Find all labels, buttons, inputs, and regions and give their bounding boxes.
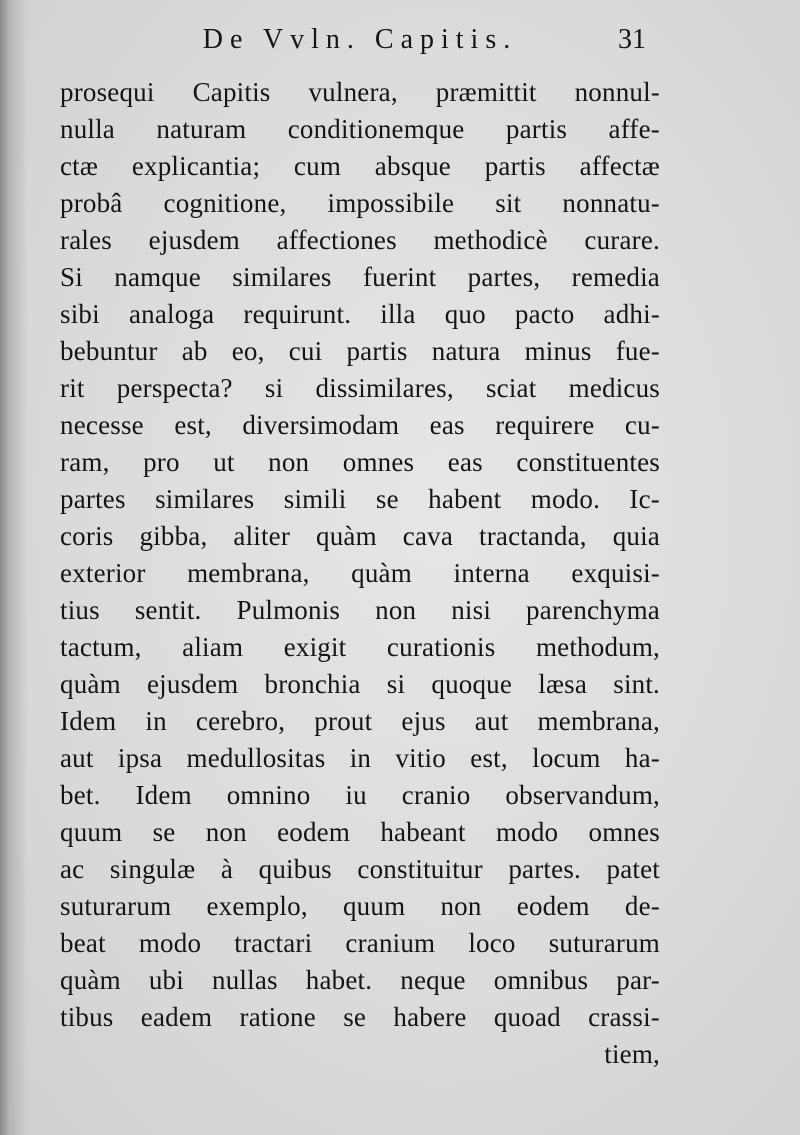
catchword-line: tiem, [604, 1039, 660, 1069]
text-line: aut ipsa medullositas in vitio est, locum ha- [60, 743, 660, 773]
text-line: tibus eadem ratione se habere quoad crassi- [60, 1002, 660, 1032]
text-line: beat modo tractari cranium loco suturarum [60, 928, 660, 958]
text-line: tactum, aliam exigit curationis methodum, [60, 632, 660, 662]
text-line: suturarum exemplo, quum non eodem de- [60, 891, 660, 921]
text-line: necesse est, diversimodam eas requirere cu- [60, 410, 660, 440]
text-line: ctæ explicantia; cum absque partis affectæ [60, 151, 660, 181]
text-line: partes similares simili se habent modo. Ic- [60, 484, 660, 514]
text-line: coris gibba, aliter quàm cava tractanda, quia [60, 521, 660, 551]
text-line: sibi analoga requirunt. illa quo pacto adhi- [60, 299, 660, 329]
text-line: exterior membrana, quàm interna exquisi- [60, 558, 660, 588]
text-line: rales ejusdem affectiones methodicè curare. [60, 225, 660, 255]
text-line: rit perspecta? si dissimilares, sciat medicus [60, 373, 660, 403]
text-line: bet. Idem omnino iu cranio observandum, [60, 780, 660, 810]
gutter-shadow [0, 0, 28, 1135]
text-line: nulla naturam conditionemque partis affe- [60, 114, 660, 144]
text-line: Idem in cerebro, prout ejus aut membrana, [60, 706, 660, 736]
text-line: bebuntur ab eo, cui partis natura minus fue- [60, 336, 660, 366]
body-text [60, 72, 660, 1072]
text-line: ram, pro ut non omnes eas constituentes [60, 447, 660, 477]
text-line: probâ cognitione, impossibile sit nonnatu- [60, 188, 660, 218]
text-line: quàm ejusdem bronchia si quoque læsa sint. [60, 669, 660, 699]
text-line: tius sentit. Pulmonis non nisi parenchyma [60, 595, 660, 625]
show-through [75, 1035, 215, 1065]
text-line: prosequi Capitis vulnera, præmittit nonnul- [60, 77, 660, 107]
text-line: ac singulæ à quibus constituitur partes. patet [60, 854, 660, 884]
running-head: De Vvln. Capitis. [202, 24, 518, 55]
text-line: Si namque similares fuerint partes, remedia [60, 262, 660, 292]
text-line: quum se non eodem habeant modo omnes [60, 817, 660, 847]
page-number: 31 [618, 24, 646, 55]
text-line: quàm ubi nullas habet. neque omnibus par- [60, 965, 660, 995]
